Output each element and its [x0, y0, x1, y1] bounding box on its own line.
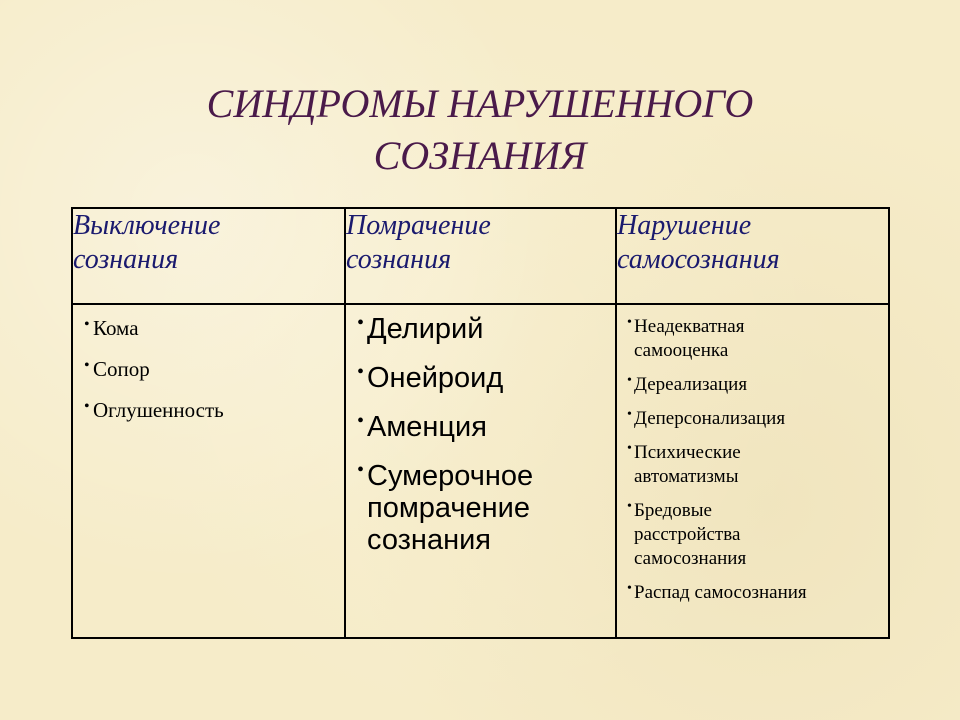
list-item-line: • Бредовые: [634, 500, 712, 521]
syndromes-table: [71, 207, 890, 639]
list-item-line: • Психические: [634, 442, 741, 463]
list-item-line: самооценка: [634, 340, 729, 361]
list-item-line: расстройства: [634, 524, 741, 545]
header-line: Помрачение: [346, 210, 491, 241]
header-line: самосознания: [617, 244, 780, 275]
bullet-list: [367, 313, 607, 556]
slide-title-line-2: СОЗНАНИЯ: [373, 133, 587, 178]
column-self-awareness-disorder: [616, 304, 889, 638]
list-item: [634, 499, 882, 571]
list-item: [634, 441, 882, 489]
list-item-line: Сумерочное: [367, 460, 534, 492]
list-item: • Делирий: [367, 313, 607, 345]
header-line: сознания: [73, 244, 179, 275]
bullet-list: [634, 315, 882, 605]
header-self-awareness-disorder: [616, 208, 889, 304]
list-item: • Онейроид: [367, 362, 607, 394]
list-item: • Кома: [93, 315, 344, 341]
list-item-line: сознания: [367, 524, 491, 556]
list-item: • Аменция: [367, 411, 607, 443]
list-item: • Дереализация: [634, 373, 882, 397]
slide-title: [0, 78, 960, 182]
list-item: • Оглушенность: [93, 397, 344, 423]
column-consciousness-clouding: [345, 304, 616, 638]
list-item-line: • Неадекватная: [634, 316, 745, 337]
header-line: Нарушение: [617, 210, 752, 241]
list-item: • Сопор: [93, 356, 344, 382]
list-item: [634, 315, 882, 363]
header-line: Выключение: [73, 210, 221, 241]
list-item: • Распад самосознания: [634, 581, 882, 605]
list-item-line: автоматизмы: [634, 466, 739, 487]
table-body-row: [72, 304, 889, 638]
bullet-list: [93, 315, 344, 423]
table-header-row: [72, 208, 889, 304]
header-consciousness-clouding: [345, 208, 616, 304]
header-consciousness-shutdown: [72, 208, 345, 304]
list-item-line: помрачение: [367, 492, 530, 524]
slide-title-line-1: СИНДРОМЫ НАРУШЕННОГО: [206, 81, 754, 126]
list-item-line: самосознания: [634, 548, 747, 569]
header-line: сознания: [346, 244, 452, 275]
column-consciousness-shutdown: [72, 304, 345, 638]
list-item: • Деперсонализация: [634, 407, 882, 431]
list-item: [367, 460, 607, 556]
